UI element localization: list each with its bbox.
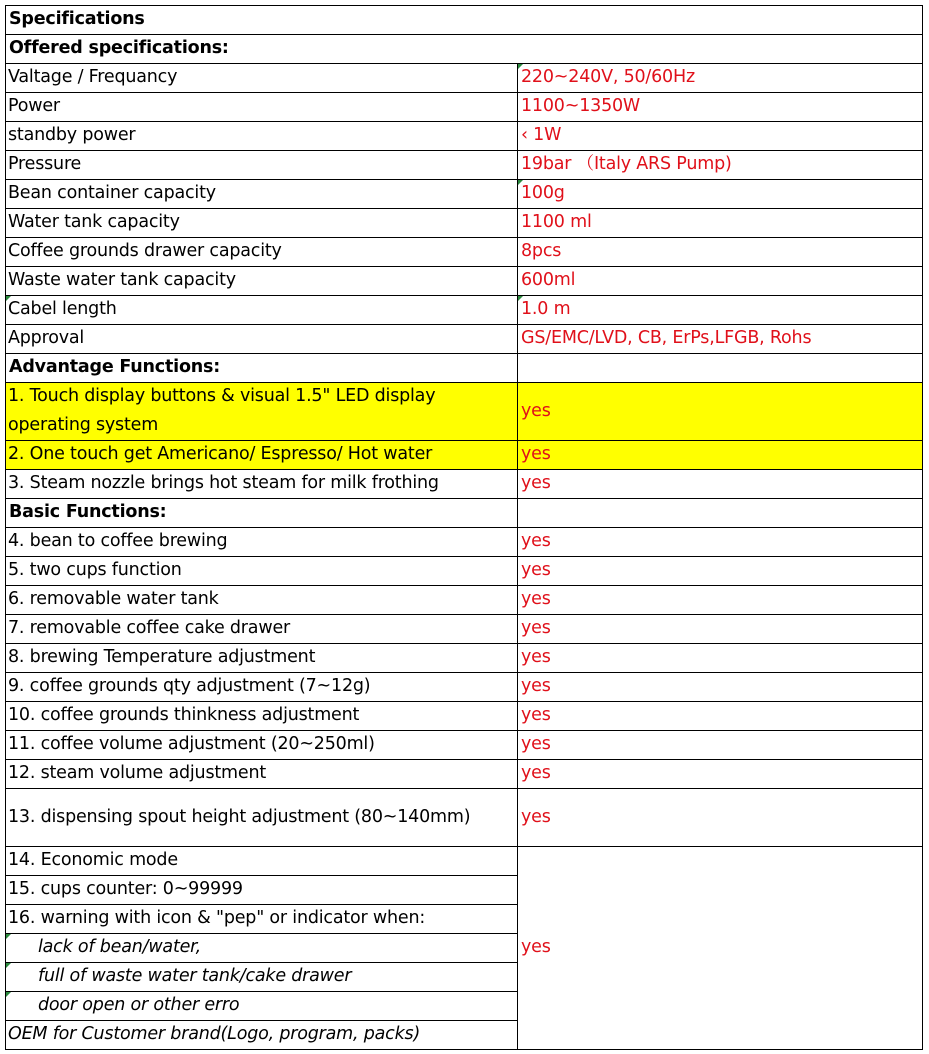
grid-line: [922, 5, 923, 1050]
spec-value: 19bar （Italy ARS Pump): [521, 154, 732, 174]
basic-label: 7. removable coffee cake drawer: [8, 618, 291, 638]
spec-label: Coffee grounds drawer capacity: [8, 241, 282, 261]
advantage-value: yes: [521, 444, 551, 464]
spec-label: Bean container capacity: [8, 183, 216, 203]
spec-value: 100g: [521, 183, 565, 203]
spec-label: Valtage / Frequancy: [8, 67, 178, 87]
grid-line: [5, 1049, 923, 1050]
spec-value: ‹ 1W: [521, 125, 562, 145]
spec-label: Power: [8, 96, 60, 116]
spec-value: 1100~1350W: [521, 96, 641, 116]
extra-function-label: full of waste water tank/cake drawer: [38, 966, 352, 986]
basic-value: yes: [521, 531, 551, 551]
spec-label: Water tank capacity: [8, 212, 180, 232]
basic-label: 13. dispensing spout height adjustment (80~140mm): [8, 807, 471, 827]
grid-line: [5, 295, 923, 296]
spec-value: GS/EMC/LVD, CB, ErPs,LFGB, Rohs: [521, 328, 812, 348]
advantage-label: operating system: [8, 415, 159, 435]
basic-label: 9. coffee grounds qty adjustment (7~12g): [8, 676, 371, 696]
grid-line: [5, 121, 923, 122]
cell-comment-marker: [518, 296, 523, 301]
section-header-offered: Offered specifications:: [9, 38, 229, 58]
spec-label: Approval: [8, 328, 85, 348]
extra-function-label: door open or other erro: [38, 995, 240, 1015]
cell-comment-marker: [6, 992, 11, 997]
spec-label: Cabel length: [8, 299, 117, 319]
spec-value: 600ml: [521, 270, 576, 290]
spec-value: 8pcs: [521, 241, 562, 261]
basic-value: yes: [521, 763, 551, 783]
basic-value: yes: [521, 705, 551, 725]
basic-label: 5. two cups function: [8, 560, 182, 580]
basic-value: yes: [521, 734, 551, 754]
advantage-label: 3. Steam nozzle brings hot steam for milk frothing: [8, 473, 439, 493]
cell-comment-marker: [6, 963, 11, 968]
extra-function-label: 15. cups counter: 0~99999: [8, 879, 243, 899]
cell-comment-marker: [6, 296, 11, 301]
grid-line: [517, 63, 518, 1050]
spec-value: 1100 ml: [521, 212, 592, 232]
basic-value: yes: [521, 647, 551, 667]
section-header-advantage: Advantage Functions:: [9, 357, 221, 377]
spec-label: standby power: [8, 125, 136, 145]
basic-label: 11. coffee volume adjustment (20~250ml): [8, 734, 375, 754]
basic-value: yes: [521, 560, 551, 580]
basic-value: yes: [521, 807, 551, 827]
advantage-value: yes: [521, 473, 551, 493]
basic-value: yes: [521, 618, 551, 638]
grid-line: [5, 5, 6, 1050]
basic-label: 4. bean to coffee brewing: [8, 531, 228, 551]
grid-line: [5, 92, 923, 93]
spec-label: Waste water tank capacity: [8, 270, 236, 290]
basic-label: 10. coffee grounds thinkness adjustment: [8, 705, 360, 725]
grid-line: [5, 150, 923, 151]
basic-value: yes: [521, 676, 551, 696]
advantage-label: 1. Touch display buttons & visual 1.5" LED display: [8, 386, 436, 406]
extra-function-label: lack of bean/water,: [38, 937, 201, 957]
cell-comment-marker: [518, 180, 523, 185]
spec-value: 1.0 m: [521, 299, 571, 319]
cell-comment-marker: [6, 934, 11, 939]
advantage-value: yes: [521, 401, 551, 421]
extra-functions-value: yes: [521, 937, 551, 957]
section-header-basic: Basic Functions:: [9, 502, 167, 522]
basic-label: 8. brewing Temperature adjustment: [8, 647, 316, 667]
spec-value: 220~240V, 50/60Hz: [521, 67, 695, 87]
basic-value: yes: [521, 589, 551, 609]
spec-label: Pressure: [8, 154, 82, 174]
extra-function-label: 14. Economic mode: [8, 850, 178, 870]
cell-comment-marker: [518, 64, 523, 69]
extra-function-label: 16. warning with icon & "pep" or indicator when:: [8, 908, 426, 928]
extra-function-label: OEM for Customer brand(Logo, program, packs): [8, 1024, 421, 1044]
basic-label: 6. removable water tank: [8, 589, 219, 609]
advantage-label: 2. One touch get Americano/ Espresso/ Hot water: [8, 444, 433, 464]
basic-label: 12. steam volume adjustment: [8, 763, 266, 783]
sheet-title: Specifications: [9, 9, 145, 29]
